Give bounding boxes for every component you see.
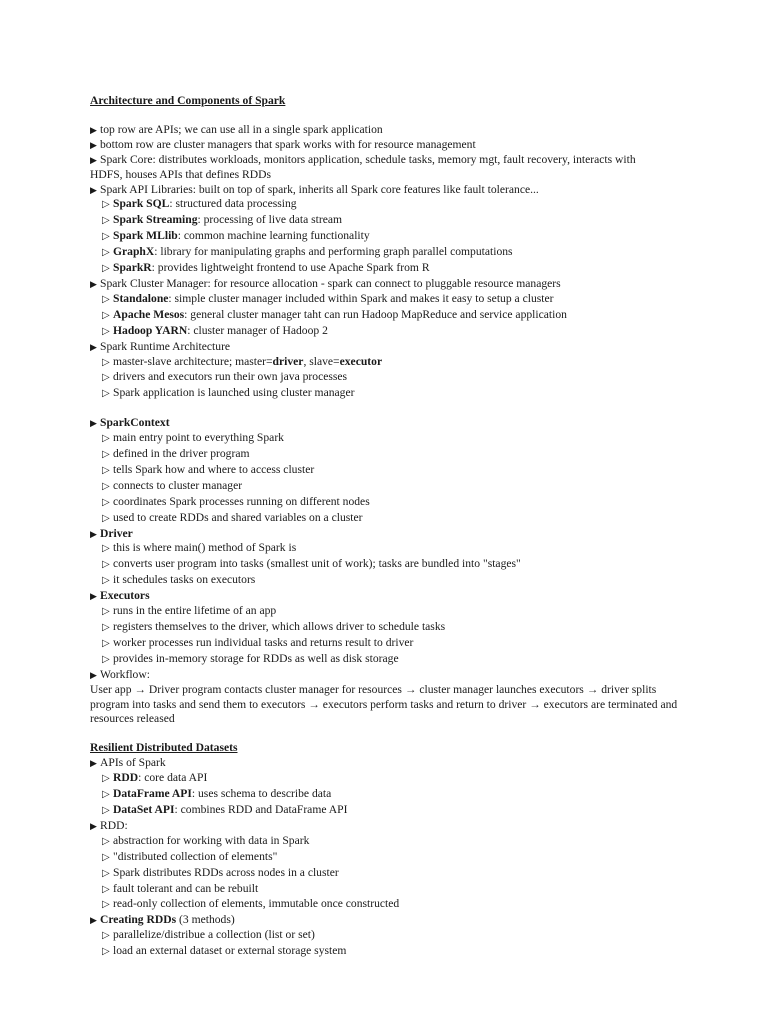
sub-bullet-icon: ▷ (102, 789, 110, 801)
bullet-driver: ▶ Driver (90, 526, 133, 540)
sub-bullet-icon: ▷ (102, 464, 110, 476)
sub-item-exe-3: ▷ provides in-memory storage for RDDs as well as disk storage (90, 652, 690, 668)
sub-item-exe-2: ▷ worker processes run individual tasks and returns result to driver (90, 636, 690, 652)
sub-item-java-processes: ▷ drivers and executors run their own java processes (90, 370, 690, 386)
sub-item-exe-1: ▷ registers themselves to the driver, which allows driver to schedule tasks (90, 620, 690, 636)
sub-item-sc-1: ▷ defined in the driver program (90, 447, 690, 463)
sub-item-graphx: ▷ GraphX: library for manipulating graphs and performing graph parallel computations (90, 245, 690, 261)
sub-item-sc-4: ▷ coordinates Spark processes running on different nodes (90, 495, 690, 511)
sub-bullet-icon: ▷ (102, 559, 110, 571)
bullet-api-libraries: ▶ Spark API Libraries: built on top of spark, inherits all Spark core features like fault tolerance... (90, 182, 539, 196)
sub-bullet-icon: ▷ (102, 372, 110, 384)
sub-bullet-icon: ▷ (102, 867, 110, 879)
sub-bullet-icon: ▷ (102, 293, 110, 305)
sub-bullet-icon: ▷ (102, 496, 110, 508)
sub-bullet-icon: ▷ (102, 835, 110, 847)
sub-item-sc-3: ▷ connects to cluster manager (90, 479, 690, 495)
sub-bullet-icon: ▷ (102, 622, 110, 633)
sub-item-spark-mllib: ▷ Spark MLlib: common machine learning functionality (90, 229, 690, 245)
sub-item-rdd-1: ▷ "distributed collection of elements" (90, 850, 690, 866)
sub-item-driver-2: ▷ it schedules tasks on executors (90, 573, 690, 589)
sub-item-apache-mesos: ▷ Apache Mesos: general cluster manager taht can run Hadoop MapReduce and service application (90, 308, 690, 324)
sub-bullet-icon: ▷ (102, 773, 110, 785)
sub-bullet-icon: ▷ (102, 388, 110, 400)
sub-bullet-icon: ▷ (102, 930, 110, 942)
sub-bullet-icon: ▷ (102, 653, 110, 665)
sub-bullet-icon: ▷ (102, 480, 110, 492)
sub-bullet-icon: ▷ (102, 199, 110, 211)
sub-item-driver-1: ▷ converts user program into tasks (smallest unit of work); tasks are bundled into "stages" (90, 557, 690, 573)
sub-bullet-icon: ▷ (102, 946, 110, 958)
sub-bullet-icon: ▷ (102, 637, 110, 649)
sub-bullet-icon: ▷ (102, 899, 110, 911)
sub-bullet-icon: ▷ (102, 247, 110, 259)
sub-item-rdd-3: ▷ fault tolerant and can be rebuilt (90, 882, 690, 898)
sub-bullet-icon: ▷ (102, 804, 110, 816)
sub-item-driver-0: ▷ this is where main() method of Spark is (90, 541, 690, 557)
bullet-workflow: ▶ Workflow: (90, 667, 150, 681)
sub-bullet-icon: ▷ (102, 512, 110, 524)
sub-item-rdd-api: ▷ RDD: core data API (90, 771, 690, 787)
sub-item-rdd-0: ▷ abstraction for working with data in Spark (90, 834, 690, 850)
bullet-icon: ▶ (90, 591, 97, 602)
bullet-icon: ▶ (90, 758, 97, 769)
bullet-executors: ▶ Executors (90, 589, 150, 603)
sub-bullet-icon: ▷ (102, 575, 110, 587)
sub-item-master-slave: ▷ master-slave architecture; master=driver, slave=executor (90, 355, 690, 371)
bullet-rdd: ▶ RDD: (90, 818, 128, 832)
sub-item-sc-2: ▷ tells Spark how and where to access cluster (90, 463, 690, 479)
bullet-sparkcontext: ▶ SparkContext (90, 416, 170, 430)
notes-body (90, 94, 690, 960)
bullet-cluster-managers-row: ▶ bottom row are cluster managers that spark works with for resource management (90, 137, 476, 151)
section-title-architecture: Architecture and Components of Spark (90, 94, 286, 107)
bullet-icon: ▶ (90, 820, 97, 831)
sub-bullet-icon: ▷ (102, 309, 110, 321)
bullet-icon: ▶ (90, 278, 97, 289)
sub-bullet-icon: ▷ (102, 263, 110, 275)
sub-bullet-icon: ▷ (102, 325, 110, 337)
bullet-icon: ▶ (90, 915, 97, 926)
sub-item-launched-cluster-manager: ▷ Spark application is launched using cluster manager (90, 386, 690, 402)
sub-bullet-icon: ▷ (102, 543, 110, 555)
bullet-icon: ▶ (90, 341, 97, 352)
sub-item-sc-0: ▷ main entry point to everything Spark (90, 431, 690, 447)
sub-bullet-icon: ▷ (102, 883, 110, 895)
sub-item-rdd-4: ▷ read-only collection of elements, immutable once constructed (90, 897, 690, 913)
bullet-icon: ▶ (90, 184, 97, 195)
bullet-runtime-architecture: ▶ Spark Runtime Architecture (90, 339, 231, 353)
bullet-icon: ▶ (90, 418, 97, 429)
sub-item-create-1: ▷ load an external dataset or external storage system (90, 944, 690, 960)
bullet-icon: ▶ (90, 669, 97, 680)
sub-bullet-icon: ▷ (102, 356, 110, 368)
sub-item-dataset-api: ▷ DataSet API: combines RDD and DataFrame API (90, 803, 690, 819)
workflow-paragraph: User app → Driver program contacts cluster manager for resources → cluster manager launches executors → driver splits program into tasks and send them to executors → executors perform tasks and return to driver → executors are terminated and resources released (90, 682, 678, 726)
sub-item-rdd-2: ▷ Spark distributes RDDs across nodes in a cluster (90, 866, 690, 882)
sub-item-dataframe-api: ▷ DataFrame API: uses schema to describe data (90, 787, 690, 803)
sub-bullet-icon: ▷ (102, 231, 110, 243)
sub-bullet-icon: ▷ (102, 606, 110, 618)
section-title-rdd: Resilient Distributed Datasets (90, 741, 238, 755)
bullet-spark-core: ▶ Spark Core: distributes workloads, monitors application, schedule tasks, memory mgt, fault recovery, interacts with HDFS, houses APIs that defines RDDs (90, 152, 636, 181)
sub-bullet-icon: ▷ (102, 433, 110, 445)
bullet-apis-of-spark: ▶ APIs of Spark (90, 756, 166, 770)
sub-item-spark-streaming: ▷ Spark Streaming: processing of live data stream (90, 213, 690, 229)
bullet-icon: ▶ (90, 124, 97, 135)
bullet-apis-top-row: ▶ top row are APIs; we can use all in a single spark application (90, 122, 383, 136)
bullet-icon: ▶ (90, 528, 97, 539)
sub-item-exe-0: ▷ runs in the entire lifetime of an app (90, 604, 690, 620)
sub-item-sparkr: ▷ SparkR: provides lightweight frontend to use Apache Spark from R (90, 261, 690, 277)
bullet-cluster-manager: ▶ Spark Cluster Manager: for resource allocation - spark can connect to pluggable resource managers (90, 276, 561, 290)
bullet-icon: ▶ (90, 139, 97, 150)
sub-item-hadoop-yarn: ▷ Hadoop YARN: cluster manager of Hadoop 2 (90, 324, 690, 340)
sub-item-spark-sql: ▷ Spark SQL: structured data processing (90, 197, 690, 213)
sub-bullet-icon: ▷ (102, 851, 110, 863)
sub-bullet-icon: ▷ (102, 215, 110, 227)
bullet-creating-rdds: ▶ Creating RDDs (3 methods) (90, 913, 235, 927)
bullet-icon: ▶ (90, 154, 97, 165)
sub-item-create-0: ▷ parallelize/distribue a collection (list or set) (90, 928, 690, 944)
sub-item-standalone: ▷ Standalone: simple cluster manager included within Spark and makes it easy to setup a cluster (90, 292, 690, 308)
sub-bullet-icon: ▷ (102, 449, 110, 461)
sub-item-sc-5: ▷ used to create RDDs and shared variables on a cluster (90, 511, 690, 527)
